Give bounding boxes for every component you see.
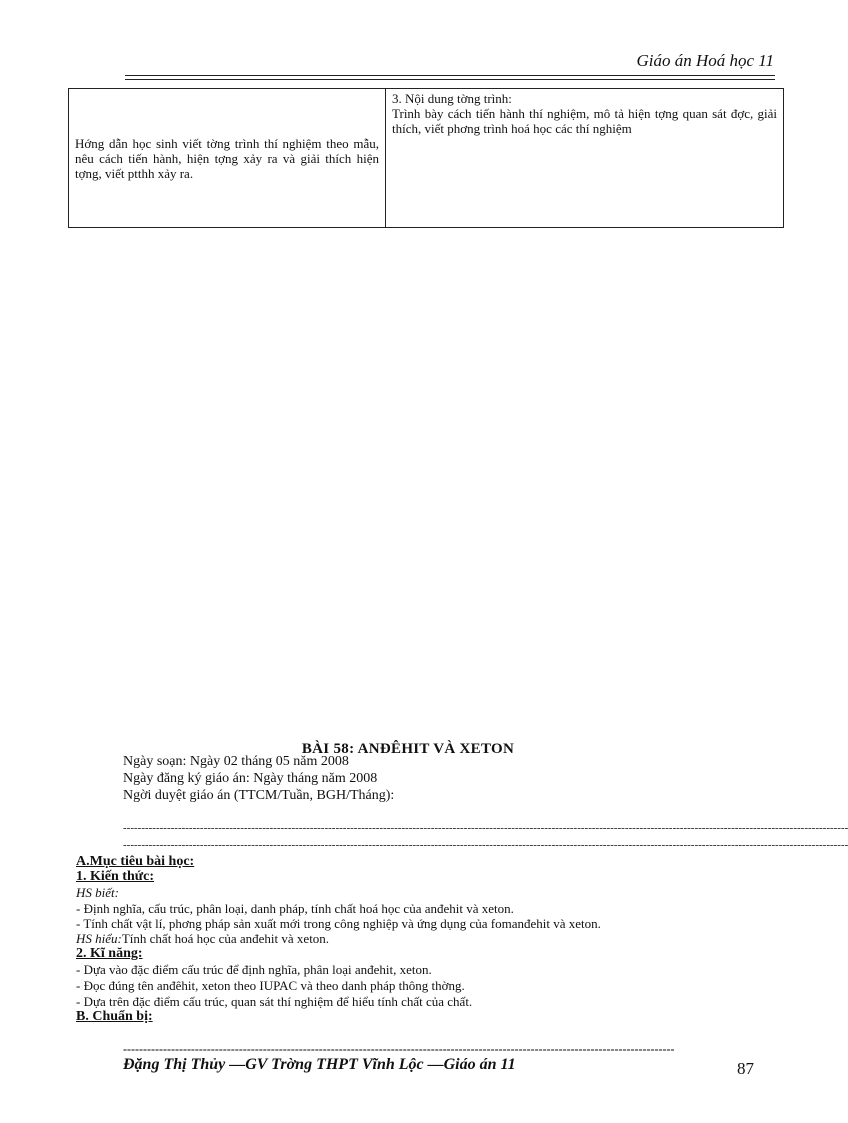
skills-item: - Dựa trên đặc điểm cấu trúc, quan sát thí nghiệm để hiểu tính chất của chất.	[76, 994, 473, 1009]
teacher-activity-cell: Hớng dẫn học sinh viết tờng trình thí nghiệm theo mẫu, nêu cách tiến hành, hiện tợng xảy ra và giải thích hiện tợng, viết ptthh xảy ra.	[69, 89, 386, 228]
content-title: 3. Nội dung tờng trình:	[392, 91, 512, 106]
knowledge-item: - Định nghĩa, cấu trúc, phân loại, danh pháp, tính chất hoá học của anđehit và xeton.	[76, 901, 514, 916]
header-rule	[125, 75, 775, 76]
prep-heading: B. Chuẩn bị:	[76, 1009, 153, 1024]
register-line: Ngày đăng ký giáo án: Ngày tháng năm 2008	[123, 771, 378, 786]
hs-hieu-label: HS hiểu:	[76, 931, 122, 946]
header-title: Giáo án Hoá học 11	[636, 51, 774, 70]
skills-heading: 2. Kĩ năng:	[76, 946, 143, 961]
header-rule-thin	[125, 79, 775, 80]
dash-line: ------------------------------------------------------------------------------------------------------------------------------------------------------------------------------------------------------	[123, 822, 848, 834]
footer-author: Đặng Thị Thủy —GV Trờng THPT Vĩnh Lộc —Giáo án 11	[123, 1056, 516, 1073]
approver-line: Ngời duyệt giáo án (TTCM/Tuần, BGH/Tháng):	[123, 788, 395, 803]
content-body: Trình bày cách tiến hành thí nghiệm, mô tả hiện tợng quan sát đợc, giải thích, viết phơng trình hoá học các thí nghiệm	[392, 106, 777, 136]
student-activity-cell	[386, 89, 784, 228]
hs-hieu-text: Tính chất hoá học của anđehit và xeton.	[121, 931, 330, 946]
skills-item: - Dựa vào đặc điểm cấu trúc để định nghĩa, phân loại anđehit, xeton.	[76, 962, 432, 977]
objectives-heading: A.Mục tiêu bài học:	[76, 854, 195, 869]
hs-hieu-line	[76, 931, 329, 946]
dash-line: ------------------------------------------------------------------------------------------------------------------------------------------------------------------------------------------------------	[123, 839, 848, 851]
skills-item: - Đọc đúng tên anđêhit, xeton theo IUPAC và theo danh pháp thông thờng.	[76, 978, 465, 993]
hs-biet-label: HS biết:	[76, 885, 119, 900]
table-row	[69, 89, 784, 228]
date-line: Ngày soạn: Ngày 02 tháng 05 năm 2008	[123, 754, 349, 769]
knowledge-heading: 1. Kiến thức:	[76, 869, 155, 884]
footer-dash-line: ------------------------------------------------------------------------------------------------------------------------------------------	[123, 1042, 675, 1056]
knowledge-item: - Tính chất vật lí, phơng pháp sản xuất mới trong công nghiệp và ứng dụng của fomanđehit và xeton.	[76, 916, 601, 931]
lesson-title: BÀI 58: ANĐÊHIT VÀ XETON	[301, 741, 515, 757]
activity-table	[68, 88, 784, 228]
page-number: 87	[737, 1059, 754, 1078]
